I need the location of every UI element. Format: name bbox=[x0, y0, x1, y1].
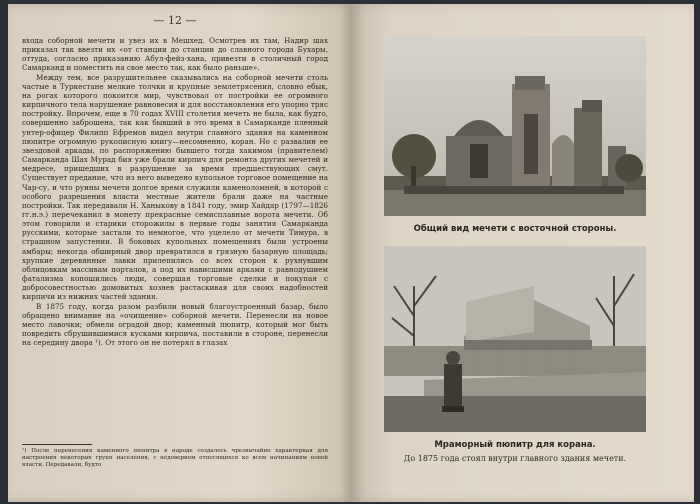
mosque-ruins-illustration bbox=[384, 36, 646, 216]
mosque-ruins-photo bbox=[384, 36, 646, 216]
footnote: ¹) После перенесения каменного пюпитра в народе создалось чрезвычайно характерная для настроения некоторых групп населения, с недоверием относящихся ко всем начинаниям новой власти. Передавали, будто bbox=[22, 448, 328, 468]
paragraph: Между тем, все разрушительнее сказывались на соборной мечети столь частые в Туркестане мелкие толчки и крупные землетрясения, словно ебык, на рогах которого покоится мир, чувствовал от постройки ее огромного кирпичного тела нарушение равновесия и для восстановления его упорно тряс постройку. Впрочем, еще в 70 годах XVIII столетия мечеть не была, как будто, совершенно заброшена, так как бывший в это время в Самарканде пленный унтер-офицер Филипп Ефремов видел внутри главного здания на каменном пюпитре огромную рукописную книгу—несомненно, коран. Но с развалин ее звездовой аркады, по распоряжению бывшего тогда хакимом (правителем) Самарканда Шах Мурад бия уже брали кирпич для ремонта других мечетей и медресе, пришедших в разрушение за время предшествующих смут. Существует предание, что из него выведено купольное торговое помещение на Чар-су, и что руины мечети долгое время служили каменоломней, в которой с особого разрешения власти местные жители брали даже на частные постройки. Так передавали Н. Ханыкову в 1841 году, эмир Хайдар (1797—1826 гг.н.э.) перечеканил в монету прекрасные семисплавные ворота мечети. Об этом говорили и старики сторожилы в первые годы занятия Самарканда русскими, которые застали то немногое, что уцелело от мечети Тимура, в страшном запустении. В боковых купольных помещениях были устроены амбары; некогда обширный двор превратился в грязную базарную площадь; хрупкие деревянные лавки прилепились со всех сторон к рухнувшим облицовкам массивам порталов, а под их нависшими арками с равнодушием фатализма копошились люди, совершая торговые сделки и покупая с добросовестностью домовитых хозяев растаскивая для своих надобностей кирпичи из нижних частей здания. bbox=[22, 72, 328, 302]
photo-caption-note: До 1875 года стоял внутри главного здания мечети. bbox=[403, 454, 627, 463]
paragraph: входа соборной мечети и увез их в Мешхед. Осмотрев их там, Надир шах приказал так ввезти их «от станции до станции до славного города Бухары, оттуда, согласно приказанию Абул-фейз-хана, привезти в столичный город Самарканд и поместить на свое место так, как было раньше». bbox=[22, 36, 328, 73]
paragraph: В 1875 году, когда разом разбили новый благоустроенный базар, было обращено внимание на «очищение» соборной мечети. Перенесли на новое место лавочки; обмели оградой двор; каменный пюпитр, который мог быть повредить сбрушившимися кусками кирпича, поставили в стороне, перенесли на середину двора ¹). От этого он не потерял в глазах bbox=[22, 301, 328, 348]
lectern-illustration bbox=[384, 246, 646, 432]
page-number: — 12 — bbox=[153, 14, 197, 27]
body-text bbox=[22, 36, 328, 347]
photo-caption-bottom: Мраморный пюпитр для корана. bbox=[434, 440, 596, 450]
photo-caption-top: Общий вид мечети с восточной стороны. bbox=[413, 224, 617, 234]
footnote-divider bbox=[22, 444, 92, 445]
lectern-photo bbox=[384, 246, 646, 432]
